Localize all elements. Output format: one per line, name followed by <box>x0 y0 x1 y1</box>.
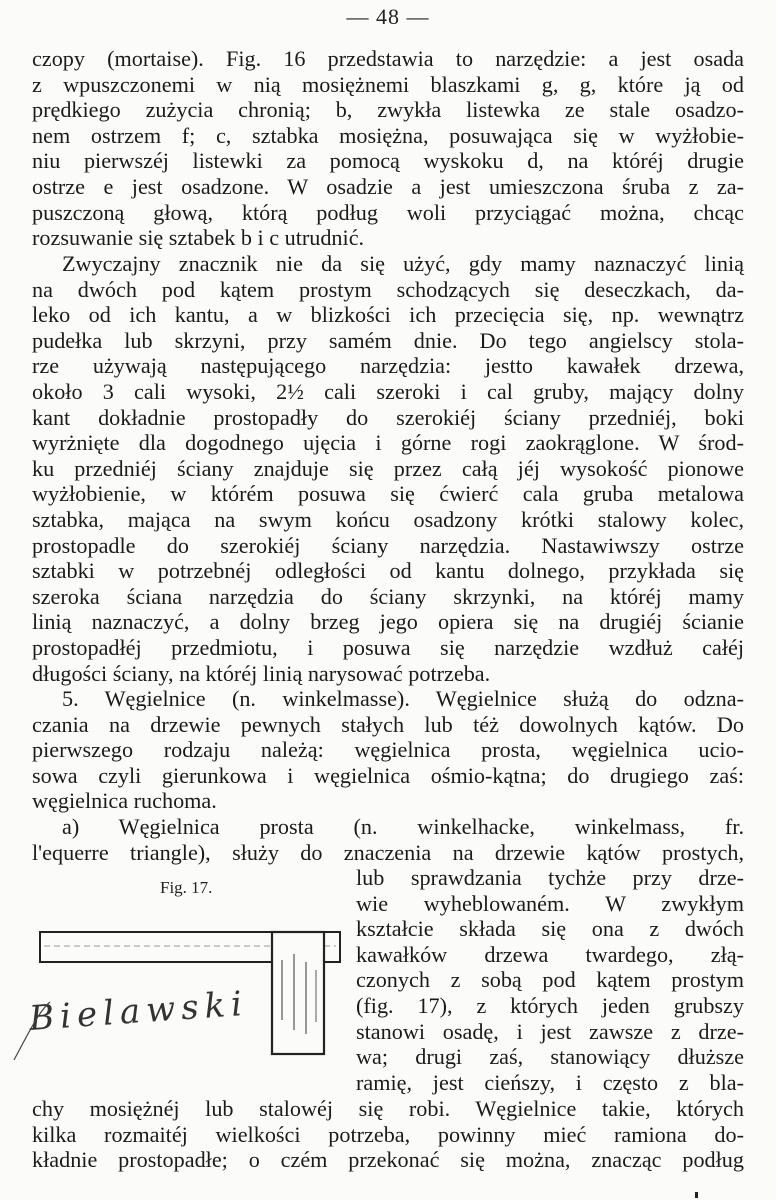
text-line: wyżłobienie, w którém posuwa się ćwierć cala gruba metalowa <box>32 481 744 507</box>
paragraph-wegielnice <box>32 686 744 814</box>
text-line: linią naznaczyć, a dolny brzeg jego opiera się na drugiéj ścianie <box>32 609 744 635</box>
text-line: ramię, jest cieńszy, i często z bla- <box>356 1069 744 1095</box>
page-edge-mark <box>695 1192 698 1198</box>
text-line: lub sprawdzania tychże przy drze- <box>356 865 744 890</box>
paragraph-znacznik <box>32 251 744 686</box>
paragraph-wegielnica-prosta <box>32 814 744 865</box>
paragraph-mortaise <box>32 46 744 251</box>
text-line: na dwóch pod kątem prostym schodzących się deseczkach, da- <box>32 276 744 302</box>
text-line: kant dokładnie prostopadły do szerokiéj ściany przedniéj, boki <box>32 404 744 430</box>
text-line: l'equerre triangle), służy do znaczenia na drzewie kątów prostych, <box>32 839 744 865</box>
text-line: sztabka, mająca na swym końcu osadzony krótki stalowy kolec, <box>32 506 744 532</box>
text-line: prostopadle do szerokiéj ściany narzędzia. Nastawiwszy ostrze <box>32 532 744 558</box>
text-line: sztabki w potrzebnéj odległości od kantu dolnego, przykłada się <box>32 558 744 584</box>
text-line: ku przedniéj ściany znajduje się przez całą jéj wysokość pionowe <box>32 455 744 481</box>
text-line: czopy (mortaise). Fig. 16 przedstawia to narzędzie: a jest osada <box>32 46 744 71</box>
figure-17-square-illustration <box>10 910 350 1080</box>
text-line: Zwyczajny znacznik nie da się użyć, gdy mamy naznaczyć linią <box>62 251 744 276</box>
figure-side-text <box>356 865 744 1095</box>
text-line: 5. Węgielnice (n. winkelmasse). Węgielnice służą do odzna- <box>62 686 744 711</box>
text-line: niu pierwszéj listewki za pomocą wyskoku d, na któréj drugie <box>32 148 744 174</box>
text-line: czania na drzewie pewnych stałych lub téż dowolnych kątów. Do <box>32 711 744 737</box>
text-line: węgielnica ruchoma. <box>32 788 217 814</box>
text-line: chy mosiężnéj lub stalowéj się robi. Węgielnice takie, których <box>32 1096 744 1121</box>
text-line: leko od ich kantu, a w blizkości ich przecięcia się, np. wewnątrz <box>32 302 744 328</box>
text-line: prostopadłéj przedmiotu, i posuwa się narzędzie wzdłuż całéj <box>32 634 744 660</box>
text-line: czonych z sobą pod kątem prostym <box>356 967 744 993</box>
text-line: z wpuszczonemi w nią mosiężnemi blaszkami g, g, które ją od <box>32 71 744 97</box>
text-line: prędkiego zużycia chronią; b, zwykła listewka ze stale osadzo- <box>32 97 744 123</box>
paragraph-tail <box>32 1096 744 1173</box>
text-line: długości ściany, na któréj linią narysować potrzeba. <box>32 660 491 686</box>
text-line: puszczoną głową, którą podług woli przyciągać można, chcąc <box>32 199 744 225</box>
text-line: (fig. 17), z których jeden grubszy <box>356 992 744 1018</box>
text-line: rze używają następującego narzędzia: jestto kawałek drzewa, <box>32 353 744 379</box>
text-line: wa; drugi zaś, stanowiący dłuższe <box>356 1044 744 1070</box>
text-line: nem ostrzem f; c, sztabka mosiężna, posuwająca się w wyżłobie- <box>32 122 744 148</box>
text-line: szeroka ściana narzędzia do ściany skrzynki, na któréj mamy <box>32 583 744 609</box>
text-line: sowa czyli gierunkowa i węgielnica ośmio-kątna; do drugiego zaś: <box>32 762 744 788</box>
text-line: stanowi osadę, i jest zawsze z drze- <box>356 1018 744 1044</box>
text-line: rozsuwanie się sztabek b i c utrudnić. <box>32 225 365 251</box>
figure-caption: Fig. 17. <box>160 878 213 897</box>
text-line: pierwszego rodzaju należą: węgielnica prosta, węgielnica ucio- <box>32 737 744 763</box>
text-line: kształcie składa się ona z dwóch <box>356 916 744 942</box>
handwritten-signature: Bielawski <box>27 983 250 1039</box>
text-line: kilka rozmaitéj wielkości potrzeba, powinny mieć ramiona do- <box>32 1121 744 1147</box>
text-line: pudełka lub skrzyni, przy samém dnie. Do tego angielscy stola- <box>32 327 744 353</box>
text-line: a) Węgielnica prosta (n. winkelhacke, winkelmass, fr. <box>62 814 744 839</box>
text-line: kładnie prostopadłe; o czém przekonać się można, znacząc podług <box>32 1147 744 1173</box>
text-line: kawałków drzewa twardego, złą- <box>356 941 744 967</box>
text-line: ostrze e jest osadzone. W osadzie a jest umieszczona śruba z za- <box>32 173 744 199</box>
text-line: wie wyheblowaném. W zwykłym <box>356 890 744 916</box>
page-number: — 48 — <box>346 4 430 29</box>
text-line: około 3 cali wysoki, 2½ cali szeroki i cal gruby, mający dolny <box>32 378 744 404</box>
text-line: wyrżnięte dla dogodnego ujęcia i górne rogi zaokrąglone. W środ- <box>32 430 744 456</box>
